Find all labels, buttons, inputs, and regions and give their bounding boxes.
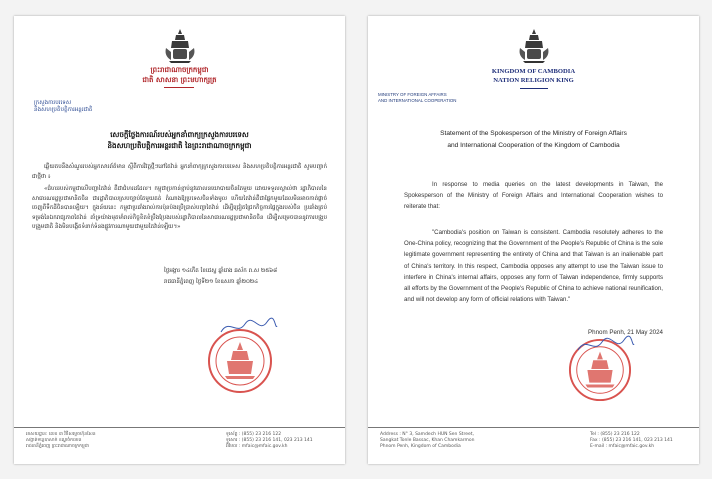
page-footer bbox=[14, 427, 345, 464]
header-divider bbox=[164, 87, 194, 88]
footer-address: Address : N° 3, Samdech HUN Sen Street, Sangkat Tonle Bassac, Khan Chamkarmon Phnom Penh, Kingdom of Cambodia bbox=[380, 432, 475, 449]
statement-title-line1: Statement of the Spokesperson of the Ministry of Foreign Affairs bbox=[440, 130, 627, 137]
footer-address: អាសយដ្ឋាន: លេខ ៣ វិថីសម្តេចហ៊ុនសែន សង្កាត់ទន្លេបាសាក់ ខណ្ឌចំការមន រាជធានីភ្នំពេញ ព្រះរាជាណាចក្រកម្ពុជា bbox=[26, 432, 96, 449]
place-and-date: Phnom Penh, 21 May 2024 bbox=[588, 329, 663, 336]
page-footer bbox=[368, 427, 699, 464]
ministry-name-line2: AND INTERNATIONAL COOPERATION bbox=[378, 98, 457, 103]
ministry-name-line1: ក្រសួងការបរទេស bbox=[34, 100, 72, 106]
header-kingdom: ព្រះរាជាណាចក្រកម្ពុជា bbox=[150, 66, 209, 74]
footer-contact: Tel : (855) 23 216 122 Fax : (855) 23 216 141, 023 213 141 E-mail : mfaic@mfaic.gov.kh bbox=[590, 432, 673, 449]
statement-title-line2: and International Cooperation of the Kingdom of Cambodia bbox=[447, 142, 620, 149]
header-kingdom: KINGDOM OF CAMBODIA bbox=[491, 68, 576, 75]
footer-contact: ទូរស័ព្ទ : (855) 23 216 122 ទូរសារ : (855) 23 216 141, 023 213 141 អ៊ីមែល : mfaic@mfaic.gov.kh bbox=[226, 432, 313, 449]
header-motto: ជាតិ សាសនា ព្រះមហាក្សត្រ bbox=[142, 76, 217, 84]
intro-paragraph: In response to media queries on the latest developments in Taiwan, the Spokesperson of the Ministry of Foreign Affairs and International Cooperation wishes to reiterate that: bbox=[404, 181, 663, 211]
statement-title-line1: សេចក្តីថ្លែងការណ៍របស់អ្នកនាំពាក្យក្រសួងការបរទេស bbox=[110, 130, 249, 139]
solar-date: រាជធានីភ្នំពេញ ថ្ងៃទី២១ ខែឧសភា ឆ្នាំ២០២៤ bbox=[164, 279, 259, 285]
header-divider bbox=[520, 88, 548, 89]
ministry-name-line1: MINISTRY OF FOREIGN AFFAIRS bbox=[378, 92, 447, 97]
signature-icon bbox=[219, 316, 279, 338]
quote-paragraph: "Cambodia's position on Taiwan is consistent. Cambodia resolutely adheres to the One-China policy, recognizing that the Government of the People's Republic of China is the sole legitimate government representing the entirety of China and that Taiwan is an inalienable part of China's territory. In this respect, Cambodia opposes any attempt to use the Taiwan issue to interfere in China's internal affairs, opposes any form of Taiwan independence, firmly supports all efforts by the Government of the People's Republic of China to achieve national reunification, and will not develop any form of official relations with Taiwan." bbox=[404, 229, 663, 304]
english-statement-page bbox=[368, 16, 699, 464]
ministry-name-line2: និងសហប្រតិបត្តិការអន្តរជាតិ bbox=[34, 107, 93, 113]
intro-paragraph: ឆ្លើយតបនឹងសំណួររបស់អ្នកសារព័ត៌មាន ស្តីពីការវិវត្តថ្មីៗនៅតៃវ៉ាន់ អ្នកនាំពាក្យក្រសួងការបរទេស និងសហប្រតិបត្តិការអន្តរជាតិ សូមបញ្ជាក់ជាថ្មីថា ៖ bbox=[32, 164, 327, 180]
khmer-statement-page bbox=[14, 16, 345, 464]
coat-of-arms-icon bbox=[163, 28, 197, 64]
header-motto: NATION RELIGION KING bbox=[493, 77, 574, 84]
quote-paragraph: «ជំហររបស់កម្ពុជាលើបញ្ហាតៃវ៉ាន់ គឺជាជំហរដដែល។ កម្ពុជាប្រកាន់ខ្ជាប់នូវគោលនយោបាយចិនតែមួយ ដោយទទួលស្គាល់ថា រដ្ឋាភិបាលនៃសាធារណរដ្ឋប្រជាមានិតចិន ជារដ្ឋាភិបាលស្របច្បាប់តែមួយគត់ តំណាងឱ្យប្រទេសចិនទាំងមូល ហើយតៃវ៉ាន់គឺជាផ្នែកមួយដែលមិនអាចកាត់ផ្តាច់ចេញពីទឹកដីចិនបានឡើយ។ ក្នុងន័យនេះ កម្ពុជាប្រឆាំងរាល់ការប៉ុនប៉ងប្រើប្រាស់បញ្ហាតៃវ៉ាន់ ដើម្បីជ្រៀតជ្រែកកិច្ចការផ្ទៃក្នុងរបស់ចិន ប្រឆាំងគ្រប់ទម្រង់នៃឯករាជ្យភាពតៃវ៉ាន់ គាំទ្រយ៉ាងមុតមាំរាល់កិច្ចខិតខំប្រឹងប្រែងរបស់រដ្ឋាភិបាលនៃសាធារណរដ្ឋប្រជាមានិតចិន ដើម្បីសម្រេចបាននូវការបង្រួបបង្រួមជាតិ និងមិនបង្កើតទំនាក់ទំនងផ្លូវការណាមួយជាមួយតៃវ៉ាន់ឡើយ។» bbox=[32, 186, 327, 230]
coat-of-arms-icon bbox=[517, 28, 551, 64]
statement-title-line2: និងសហប្រតិបត្តិការអន្តរជាតិ នៃព្រះរាជាណាចក្រកម្ពុជា bbox=[107, 141, 252, 150]
signature-icon bbox=[576, 334, 636, 356]
lunar-date: ថ្ងៃអង្គារ ១៤កើត ខែជេស្ឋ ឆ្នាំរោង ឆស័ក ព.ស ២៥៦៨ bbox=[164, 268, 278, 274]
